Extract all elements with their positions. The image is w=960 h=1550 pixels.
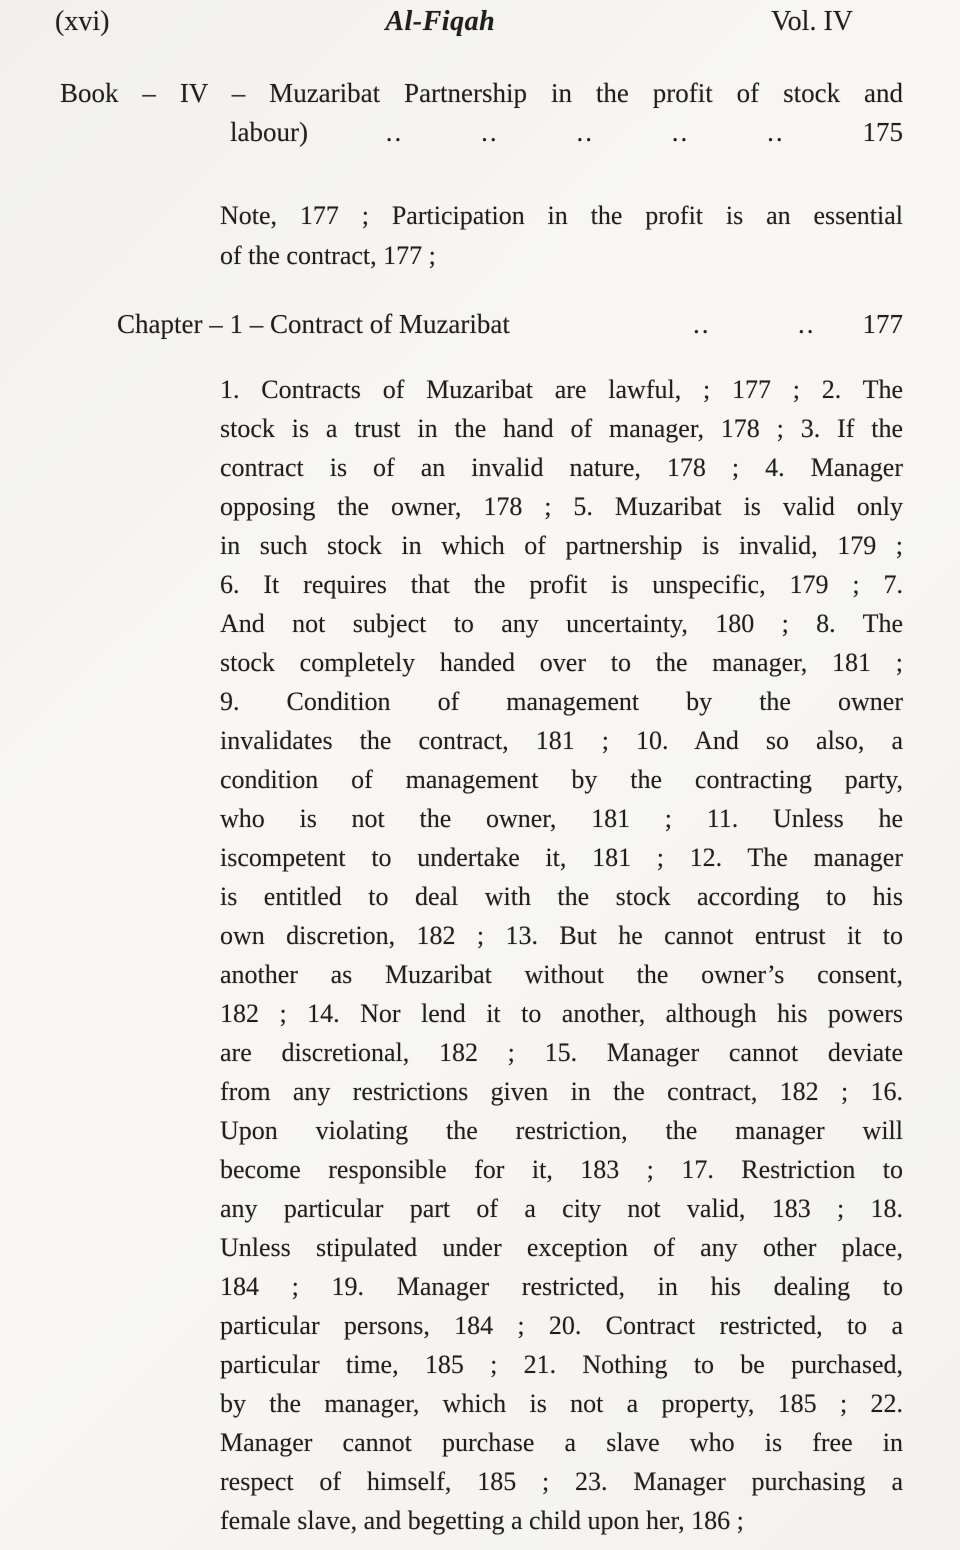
index-line: 184 ; 19. Manager restricted, in his dealing to <box>220 1272 903 1301</box>
leader-dot: .. <box>693 309 711 339</box>
index-line: 1. Contracts of Muzaribat are lawful, ; 177 ; 2. The <box>220 375 903 404</box>
index-line: in such stock in which of partnership is invalid, 179 ; <box>220 531 903 560</box>
toc-book-entry-runover: labour) <box>230 117 308 147</box>
index-line: respect of himself, 185 ; 23. Manager purchasing a <box>220 1467 903 1496</box>
leader-dot: .. <box>576 117 594 147</box>
index-line: opposing the owner, 178 ; 5. Muzaribat is valid only <box>220 492 903 521</box>
toc-book-entry-page-number: 175 <box>862 117 903 147</box>
toc-note-line: Note, 177 ; Participation in the profit is an essential <box>220 201 903 230</box>
index-line: 182 ; 14. Nor lend it to another, although his powers <box>220 999 903 1028</box>
toc-book-entry-line1: Book – IV – Muzaribat Partnership in the profit of stock and <box>60 78 903 108</box>
toc-book-entry <box>60 74 903 152</box>
index-line: 9. Condition of management by the owner <box>220 687 903 716</box>
toc-chapter-title: Chapter – 1 – Contract of Muzaribat <box>117 309 510 339</box>
volume-label: Vol. IV <box>771 6 853 37</box>
book-title: Al-Fiqah <box>385 6 496 37</box>
index-line: are discretional, 182 ; 15. Manager cannot deviate <box>220 1038 903 1067</box>
toc-chapter-entry <box>0 304 960 346</box>
toc-note-line: of the contract, 177 ; <box>220 241 436 270</box>
leader-dot: .. <box>481 117 499 147</box>
page-header <box>55 6 853 38</box>
leader-dot: .. <box>767 117 785 147</box>
index-line: invalidates the contract, 181 ; 10. And so also, a <box>220 726 903 755</box>
leader-dot: .. <box>385 117 404 147</box>
index-line: And not subject to any uncertainty, 180 ; 8. The <box>220 609 903 638</box>
index-line: own discretion, 182 ; 13. But he cannot entrust it to <box>220 921 903 950</box>
index-line: another as Muzaribat without the owner’s consent, <box>220 960 903 989</box>
toc-chapter-page-number: 177 <box>862 309 903 339</box>
index-line: Upon violating the restriction, the manager will <box>220 1116 903 1145</box>
index-line: stock is a trust in the hand of manager, 178 ; 3. If the <box>220 414 903 443</box>
folio-number: (xvi) <box>55 6 110 37</box>
index-line: any particular part of a city not valid, 183 ; 18. <box>220 1194 903 1223</box>
index-line: become responsible for it, 183 ; 17. Restriction to <box>220 1155 903 1184</box>
index-line: condition of management by the contracting party, <box>220 765 903 794</box>
leader-dot: .. <box>671 117 690 147</box>
index-line: by the manager, which is not a property, 185 ; 22. <box>220 1389 903 1418</box>
index-line: Manager cannot purchase a slave who is free in <box>220 1428 903 1457</box>
toc-book-entry-runover-line <box>230 113 903 152</box>
toc-note-block <box>220 196 903 276</box>
index-line: contract is of an invalid nature, 178 ; 4. Manager <box>220 453 903 482</box>
index-line: Unless stipulated under exception of any other place, <box>220 1233 903 1262</box>
index-line: particular time, 185 ; 21. Nothing to be purchased, <box>220 1350 903 1379</box>
index-line: female slave, and begetting a child upon her, 186 ; <box>220 1506 744 1535</box>
index-line: 6. It requires that the profit is unspecific, 179 ; 7. <box>220 570 903 599</box>
index-line: who is not the owner, 181 ; 11. Unless he <box>220 804 903 833</box>
leader-dot: .. <box>798 309 816 339</box>
index-line: stock completely handed over to the manager, 181 ; <box>220 648 903 677</box>
index-line: particular persons, 184 ; 20. Contract restricted, to a <box>220 1311 903 1340</box>
chapter-index-paragraph <box>220 370 903 1540</box>
index-line: is entitled to deal with the stock according to his <box>220 882 903 911</box>
index-line: from any restrictions given in the contract, 182 ; 16. <box>220 1077 903 1106</box>
index-line: iscompetent to undertake it, 181 ; 12. The manager <box>220 843 903 872</box>
